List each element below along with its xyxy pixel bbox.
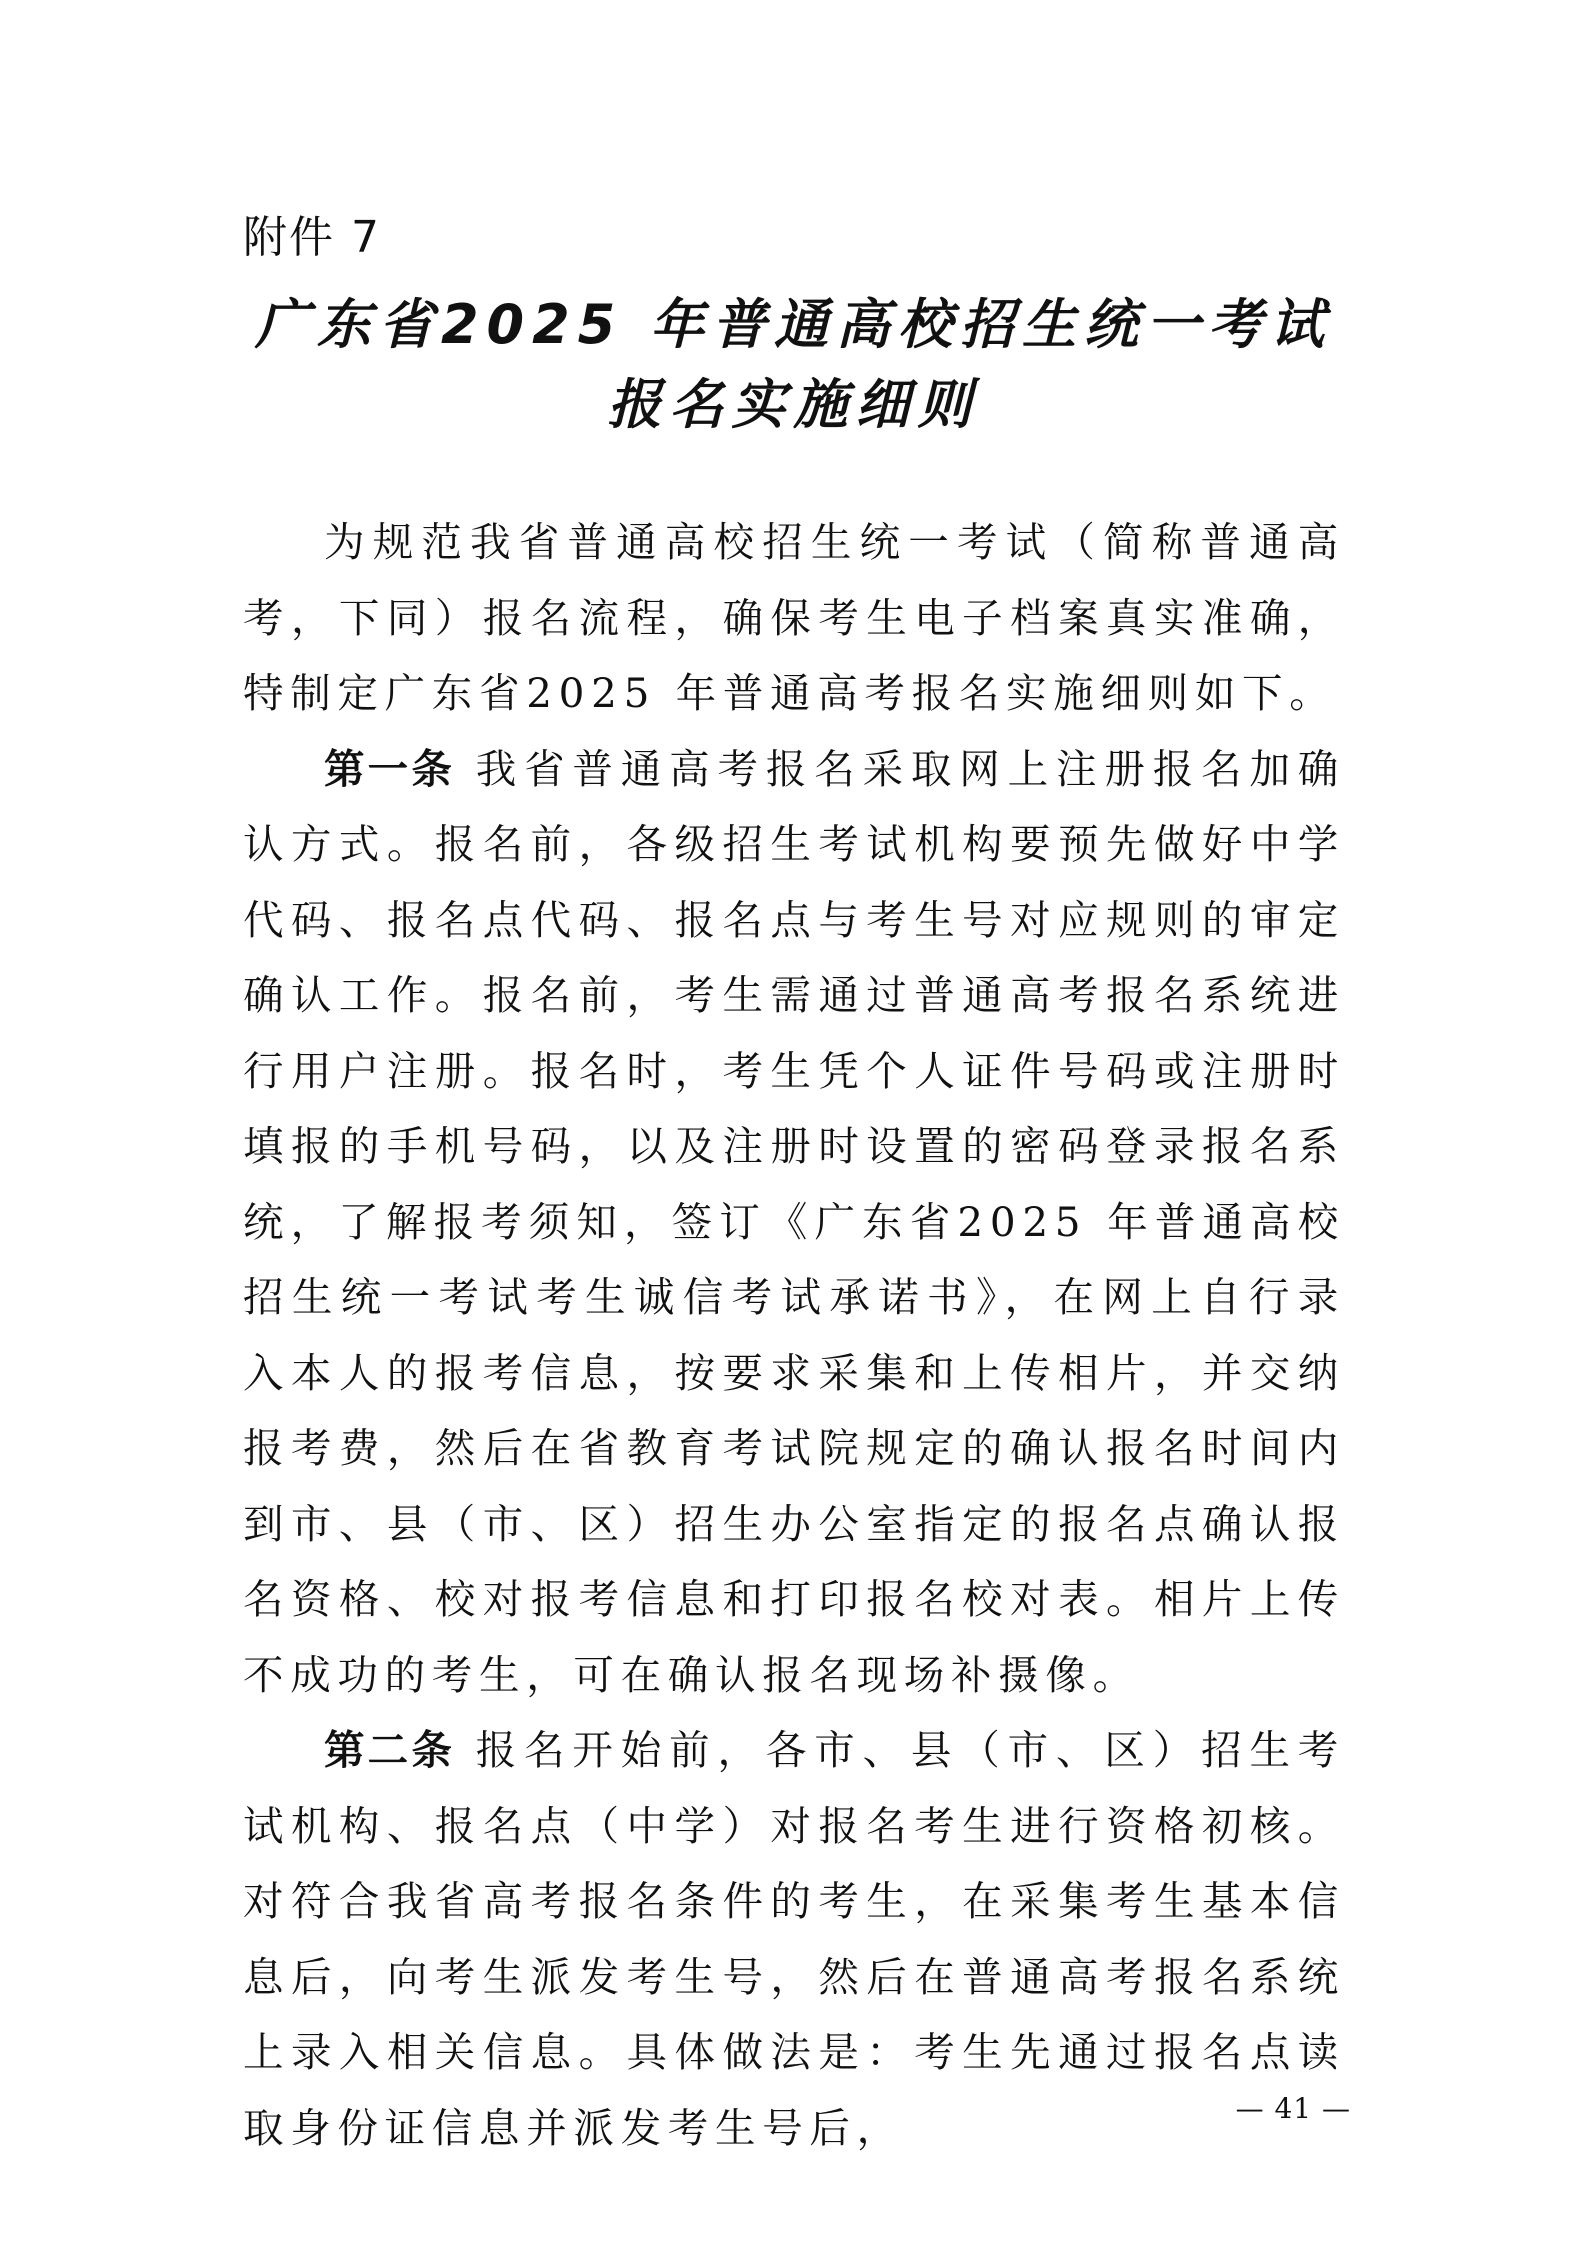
intro-paragraph — [243, 505, 1345, 732]
page-number: — 41 — — [1235, 2092, 1351, 2125]
document-body — [243, 505, 1345, 2166]
document-title-line-1: 广东省2025 年普通高校招生统一考试 — [254, 293, 1333, 356]
article-2-paragraph — [243, 1713, 1345, 2166]
article-2-heading: 第二条 — [324, 1726, 455, 1774]
document-title-line-2: 报名实施细则 — [607, 373, 980, 436]
intro-text: 为规范我省普通高校招生统一考试（简称普通高考，下同）报名流程，确保考生电子档案真实准确，特制定广东省2025 年普通高考报名实施细则如下。 — [243, 518, 1345, 717]
article-1-text: 我省普通高考报名采取网上注册报名加确认方式。报名前，各级招生考试机构要预先做好中学代码、报名点代码、报名点与考生号对应规则的审定确认工作。报名前，考生需通过普通高考报名系统进行用户注册。报名时，考生凭个人证件号码或注册时填报的手机号码，以及注册时设置的密码登录报名系统，了解报考须知，签订《广东省2025 年普通高校招生统一考试考生诚信考试承诺书》，在网上自行录入本人的报考信息，按要求采集和上传相片，并交纳报考费，然后在省教育考试院规定的确认报名时间内到市、县（市、区）招生办公室指定的报名点确认报名资格、校对报考信息和打印报名校对表。相片上传不成功的考生，可在确认报名现场补摄像。 — [243, 744, 1345, 1699]
article-1-paragraph — [243, 732, 1345, 1714]
attachment-label: 附件 7 — [243, 212, 381, 263]
article-2-text: 报名开始前，各市、县（市、区）招生考试机构、报名点（中学）对报名考生进行资格初核。对符合我省高考报名条件的考生，在采集考生基本信息后，向考生派发考生号，然后在普通高考报名系统上录入相关信息。具体做法是：考生先通过报名点读取身份证信息并派发考生号后， — [243, 1726, 1345, 2152]
article-1-heading: 第一条 — [324, 744, 455, 793]
